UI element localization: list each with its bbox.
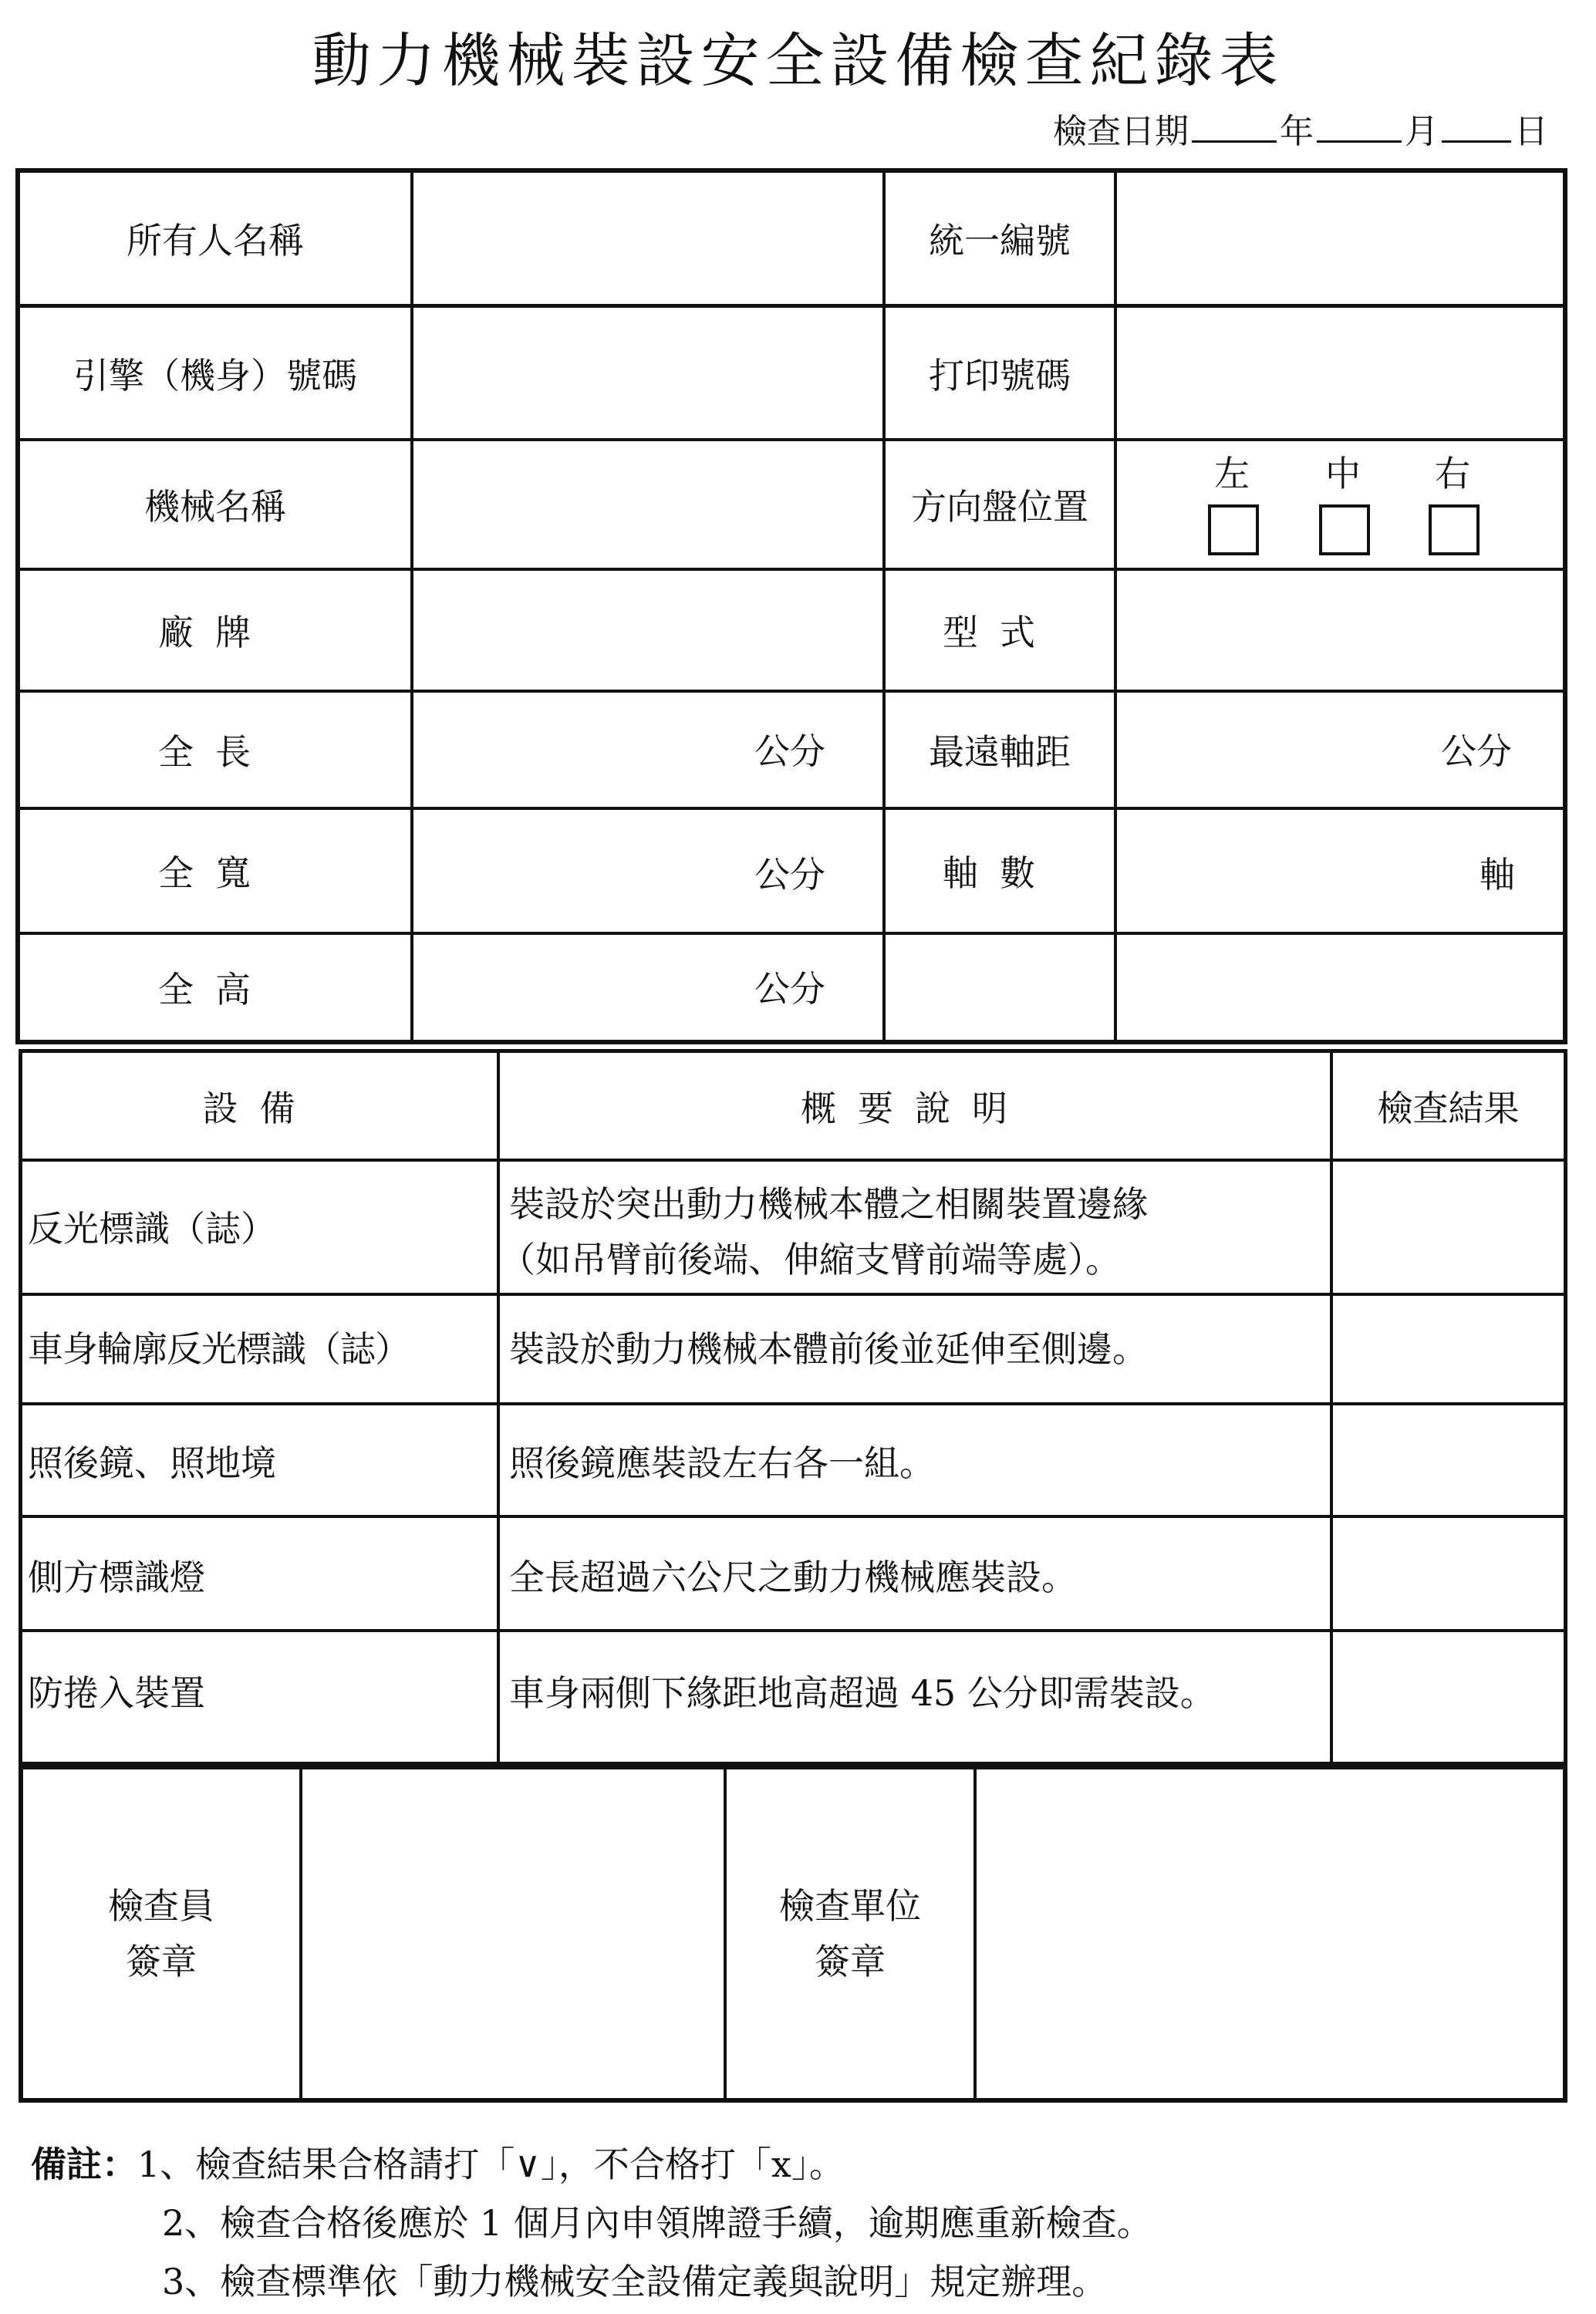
stamped-number-field[interactable] bbox=[1117, 308, 1563, 438]
axle-count-unit: 軸 bbox=[1480, 854, 1515, 896]
note-3: 3、檢查標準依「動力機械安全設備定義與說明」規定辦理。 bbox=[162, 2261, 1108, 2302]
total-height-label: 全高 bbox=[158, 969, 272, 1010]
notes bbox=[31, 2135, 1152, 2311]
unit-label-line1: 檢查單位 bbox=[779, 1885, 921, 1927]
unified-number-field[interactable] bbox=[1117, 173, 1563, 304]
equipment-name-4: 側方標識燈 bbox=[28, 1557, 205, 1598]
steering-left-checkbox[interactable] bbox=[1208, 504, 1259, 555]
equipment-name-3: 照後鏡、照地境 bbox=[28, 1442, 276, 1484]
blank-cell bbox=[886, 935, 1563, 1040]
unit-label-line2: 簽章 bbox=[815, 1941, 886, 1982]
month-blank[interactable] bbox=[1317, 110, 1402, 143]
steering-right-label: 右 bbox=[1435, 453, 1470, 494]
total-length-label: 全長 bbox=[158, 731, 272, 773]
inspector-signature-label bbox=[23, 1769, 299, 2098]
equipment-desc-1b: （如吊臂前後端、伸縮支臂前端等處）。 bbox=[500, 1239, 1121, 1280]
inspector-label-line2: 簽章 bbox=[126, 1941, 197, 1982]
model-field[interactable] bbox=[1117, 571, 1563, 690]
equipment-desc-1a: 裝設於突出動力機械本體之相關裝置邊緣 bbox=[509, 1183, 1148, 1225]
equipment-desc-2: 裝設於動力機械本體前後並延伸至側邊。 bbox=[509, 1328, 1148, 1370]
owner-name-field[interactable] bbox=[413, 173, 882, 304]
unified-number-label: 統一編號 bbox=[929, 220, 1071, 261]
note-2: 2、檢查合格後應於 1 個月內申領牌證手續，逾期應重新檢查。 bbox=[162, 2202, 1152, 2244]
axle-count-label: 軸數 bbox=[943, 852, 1057, 894]
max-wheelbase-label: 最遠軸距 bbox=[929, 731, 1071, 773]
steering-right-checkbox[interactable] bbox=[1429, 504, 1480, 555]
equipment-name-1: 反光標識（誌） bbox=[28, 1208, 276, 1250]
header-description: 概要說明 bbox=[801, 1087, 1029, 1129]
day-label: 日 bbox=[1514, 112, 1548, 151]
year-blank[interactable] bbox=[1192, 110, 1277, 143]
result-cell-4[interactable] bbox=[1333, 1518, 1564, 1629]
result-cell-2[interactable] bbox=[1333, 1296, 1564, 1402]
steering-center-checkbox[interactable] bbox=[1319, 504, 1370, 555]
engine-number-label: 引擎（機身）號碼 bbox=[73, 354, 357, 396]
equipment-desc-4: 全長超過六公尺之動力機械應裝設。 bbox=[509, 1557, 1077, 1598]
machine-name-label: 機械名稱 bbox=[144, 486, 286, 528]
month-label: 月 bbox=[1405, 112, 1439, 151]
date-label: 檢查日期 bbox=[1053, 112, 1189, 151]
total-height-unit: 公分 bbox=[754, 968, 825, 1010]
stamped-number-label: 打印號碼 bbox=[929, 354, 1071, 396]
machine-name-field[interactable] bbox=[413, 441, 882, 568]
unit-signature-label bbox=[727, 1769, 973, 2098]
inspector-signature-field[interactable] bbox=[302, 1769, 724, 2098]
max-wheelbase-unit: 公分 bbox=[1441, 730, 1512, 772]
unit-signature-field[interactable] bbox=[977, 1769, 1563, 2098]
owner-name-label: 所有人名稱 bbox=[127, 220, 304, 261]
steering-position-label: 方向盤位置 bbox=[911, 486, 1088, 528]
header-equipment: 設備 bbox=[202, 1087, 317, 1129]
steering-left-label: 左 bbox=[1214, 453, 1250, 494]
brand-label: 廠牌 bbox=[158, 612, 272, 653]
model-label: 型式 bbox=[943, 612, 1057, 653]
total-width-unit: 公分 bbox=[754, 854, 825, 896]
form-title: 動力機械裝設安全設備檢查紀錄表 bbox=[312, 26, 1284, 95]
engine-number-field[interactable] bbox=[413, 308, 882, 438]
result-cell-1[interactable] bbox=[1333, 1162, 1564, 1293]
total-length-unit: 公分 bbox=[754, 730, 825, 772]
notes-label: 備註： bbox=[31, 2144, 137, 2185]
steering-center-label: 中 bbox=[1325, 453, 1361, 494]
equipment-name-5: 防捲入裝置 bbox=[28, 1672, 205, 1714]
equipment-desc-3: 照後鏡應裝設左右各一組。 bbox=[509, 1442, 935, 1484]
total-width-label: 全寬 bbox=[158, 852, 272, 894]
equipment-desc-5: 車身兩側下緣距地高超過 45 公分即需裝設。 bbox=[509, 1672, 1216, 1714]
note-1: 1、檢查結果合格請打「∨」，不合格打「x」。 bbox=[137, 2144, 845, 2185]
inspection-date bbox=[1053, 103, 1548, 153]
brand-field[interactable] bbox=[413, 571, 882, 690]
result-cell-3[interactable] bbox=[1333, 1405, 1564, 1515]
header-result: 檢查結果 bbox=[1377, 1087, 1520, 1129]
inspector-label-line1: 檢查員 bbox=[108, 1885, 214, 1927]
day-blank[interactable] bbox=[1442, 110, 1511, 143]
year-label: 年 bbox=[1280, 112, 1314, 151]
equipment-name-2: 車身輪廓反光標識（誌） bbox=[28, 1328, 410, 1370]
result-cell-5[interactable] bbox=[1333, 1632, 1564, 1762]
